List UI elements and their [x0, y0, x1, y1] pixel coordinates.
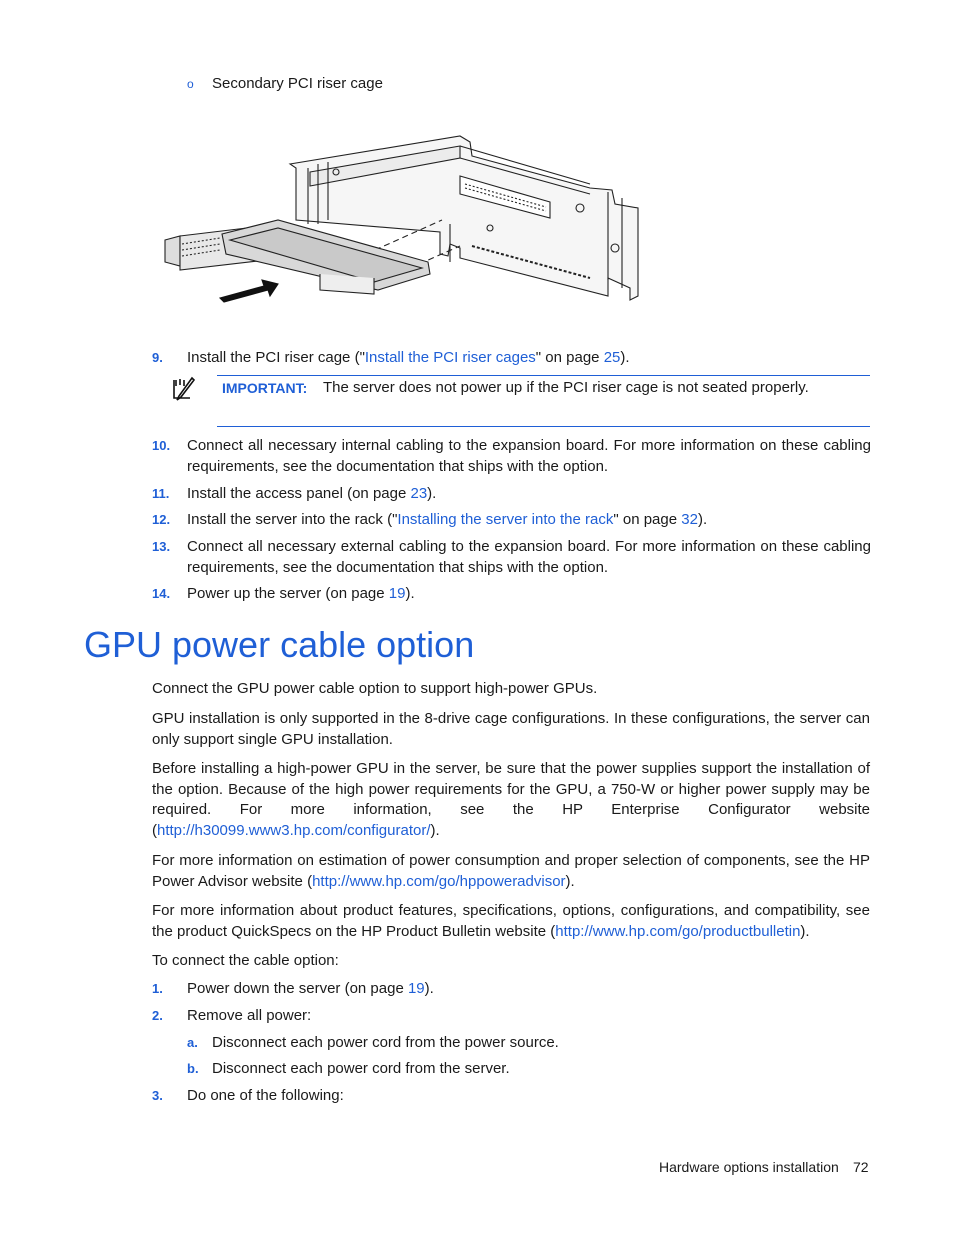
substep-letter: b.: [187, 1061, 199, 1076]
installing-server-into-rack-link[interactable]: Installing the server into the rack: [397, 511, 614, 528]
page-link[interactable]: 32: [681, 511, 698, 528]
step-2: Remove all power:: [187, 1007, 312, 1024]
paragraph-power-advisor: For more information on estimation of power consumption and proper selection of components, see the HP Power Advisor website (http://www.hp.com/go/hppoweradvisor).: [152, 852, 870, 890]
important-bottom-rule: [217, 426, 870, 427]
important-label: IMPORTANT:: [222, 380, 308, 396]
step-number: 14.: [152, 586, 171, 601]
step-14: Power up the server (on page 19).: [187, 585, 415, 602]
bullet-marker: o: [187, 77, 194, 91]
bullet-text: Secondary PCI riser cage: [212, 75, 383, 92]
configurator-link[interactable]: http://h30099.www3.hp.com/configurator/: [157, 822, 431, 840]
install-pci-riser-cages-link[interactable]: Install the PCI riser cages: [364, 349, 536, 366]
footer-section: Hardware options installation: [659, 1159, 839, 1175]
step-12: Install the server into the rack ("Installing the server into the rack" on page 32).: [187, 511, 708, 528]
power-advisor-link[interactable]: http://www.hp.com/go/hppoweradvisor: [312, 872, 566, 890]
section-title: GPU power cable option: [84, 624, 475, 665]
substep-b: Disconnect each power cord from the server.: [212, 1060, 510, 1077]
paragraph-intro: Connect the GPU power cable option to support high-power GPUs.: [152, 680, 598, 697]
step-11: Install the access panel (on page 23).: [187, 485, 437, 502]
step-number: 1.: [152, 981, 163, 996]
step-number: 9.: [152, 350, 163, 365]
substep-letter: a.: [187, 1035, 198, 1050]
page-link[interactable]: 19: [407, 980, 425, 997]
page-link[interactable]: 19: [388, 585, 406, 602]
step-number: 13.: [152, 539, 171, 554]
step-3: Do one of the following:: [187, 1087, 344, 1104]
step-number: 3.: [152, 1088, 163, 1103]
paragraph-quickspecs: For more information about product features, specifications, options, configurations, and compatibility, see the product QuickSpecs on the HP Product Bulletin website (http://www.hp.com/go/productbulletin).: [152, 902, 870, 940]
step-9: Install the PCI riser cage ("Install the PCI riser cages" on page 25).: [187, 349, 630, 366]
page-link[interactable]: 25: [603, 349, 621, 366]
page-link[interactable]: 23: [410, 485, 428, 502]
step-13: Connect all necessary external cabling to the expansion board. For more information on these cabling requirements, see the documentation that ships with the option.: [187, 538, 871, 576]
pci-riser-cage-illustration: [160, 128, 645, 304]
paragraph-to-connect: To connect the cable option:: [152, 952, 339, 969]
step-number: 10.: [152, 438, 171, 453]
product-bulletin-link[interactable]: http://www.hp.com/go/productbulletin: [555, 922, 801, 940]
step-number: 2.: [152, 1008, 163, 1023]
important-text: The server does not power up if the PCI riser cage is not seated properly.: [323, 379, 809, 396]
substep-a: Disconnect each power cord from the power source.: [212, 1034, 559, 1051]
step-number: 12.: [152, 512, 171, 527]
step-1: Power down the server (on page 19).: [187, 980, 434, 997]
footer-page-number: 72: [853, 1159, 869, 1175]
important-icon: [170, 376, 196, 402]
paragraph-power-supply: Before installing a high-power GPU in the server, be sure that the power supplies support the installation of the option. Because of the high power requirements for the GPU, a 750-W or higher power supply may be required. For more information, see the HP Enterprise Configurator website (http://h30099.www3.hp.com/configurator/).: [152, 760, 870, 840]
paragraph-gpu-support: GPU installation is only supported in the 8-drive cage configurations. In these configurations, the server can only support single GPU installation.: [152, 710, 870, 748]
step-10: Connect all necessary internal cabling to the expansion board. For more information on these cabling requirements, see the documentation that ships with the option.: [187, 437, 871, 475]
step-number: 11.: [152, 486, 170, 501]
important-top-rule: [217, 375, 870, 376]
